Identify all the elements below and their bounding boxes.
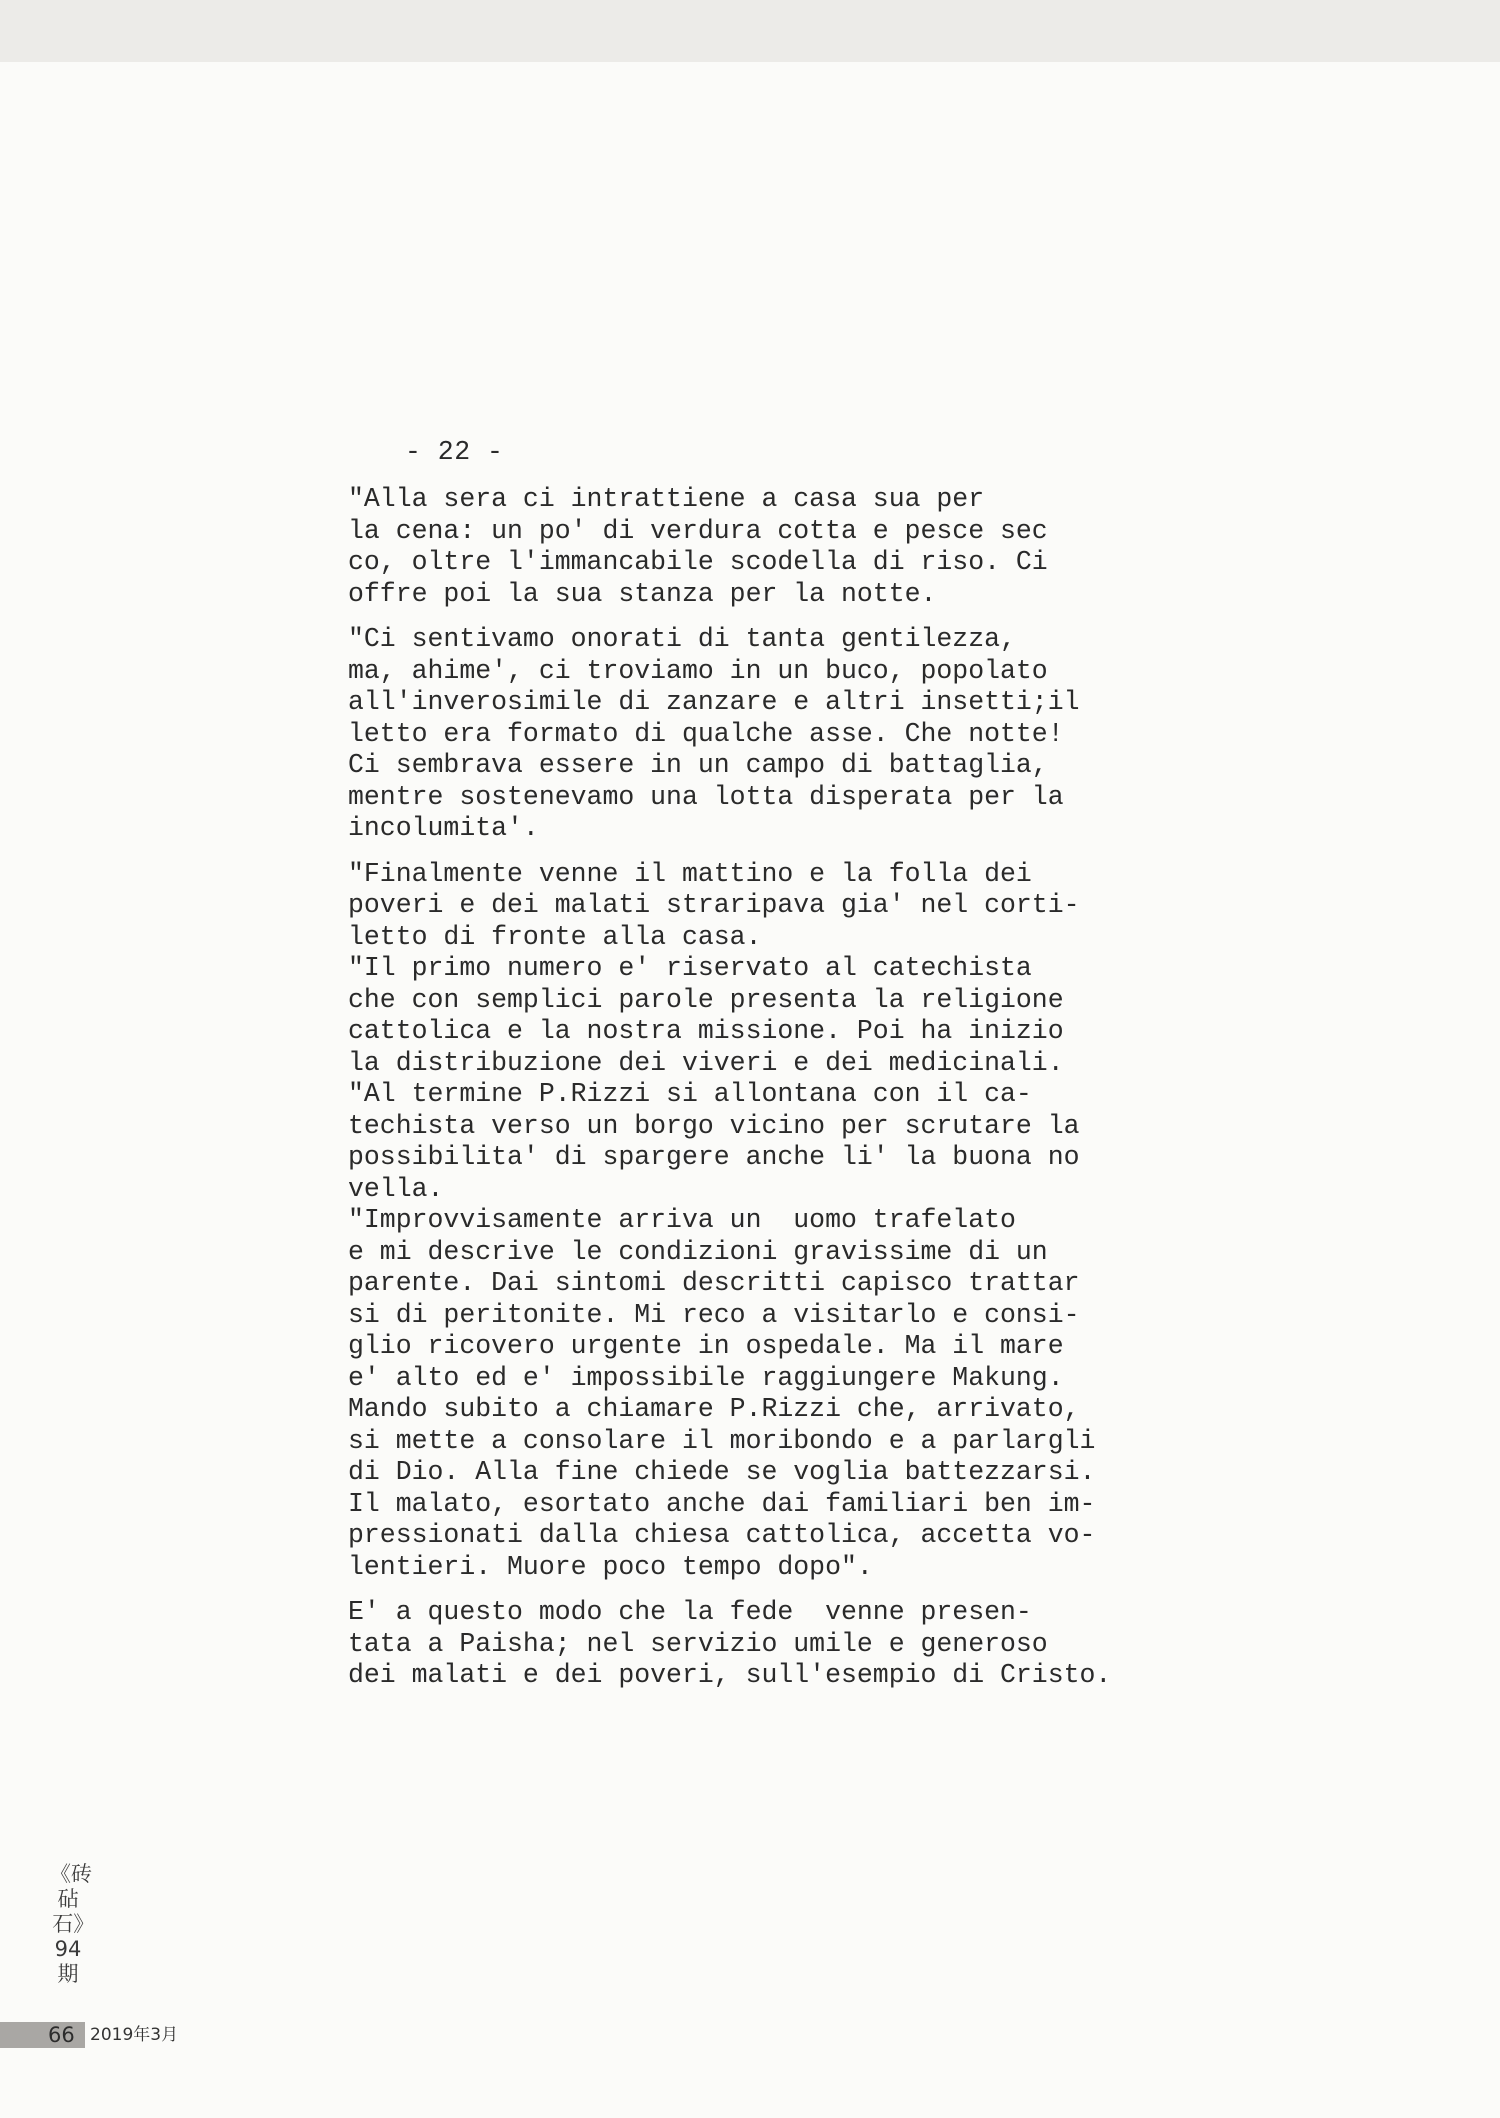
text-line: "Ci sentivamo onorati di tanta gentilezza, — [348, 624, 1016, 654]
typed-page-number: - 22 - — [405, 437, 504, 467]
text-line: "Il primo numero e' riservato al catechista — [348, 953, 1032, 983]
text-line: "Finalmente venne il mattino e la folla dei — [348, 858, 1032, 889]
text-line: vella. — [348, 1173, 444, 1204]
text-line: lentieri. Muore poco tempo dopo". — [348, 1551, 873, 1582]
footer-page-number: 66 — [48, 2023, 75, 2047]
text-line: techista verso un borgo vicino per scrutare la — [348, 1110, 1080, 1141]
paragraph-5 — [348, 1079, 1348, 1205]
paragraph-1 — [348, 484, 1348, 610]
text-line: incolumita'. — [348, 813, 539, 843]
text-line: cattolica e la nostra missione. Poi ha inizio — [348, 1016, 1064, 1046]
text-line: che con semplici parole presenta la religione — [348, 984, 1064, 1015]
text-line: mentre sostenevamo una lotta disperata per la — [348, 781, 1064, 812]
text-line: E' a questo modo che la fede venne presen- — [348, 1597, 1032, 1627]
text-line: dei malati e dei poveri, sull'esempio di Cristo. — [348, 1660, 1112, 1690]
text-line: "Al termine P.Rizzi si allontana con il ca- — [348, 1079, 1032, 1109]
text-line: Ci sembrava essere in un campo di battaglia, — [348, 750, 1048, 780]
text-line: si di peritonite. Mi reco a visitarlo e consi- — [348, 1299, 1080, 1330]
text-line: possibilita' di spargere anche li' la buona no — [348, 1142, 1080, 1172]
text-line: "Improvvisamente arriva un uomo trafelato — [348, 1205, 1016, 1235]
text-line: poveri e dei malati straripava gia' nel corti- — [348, 890, 1080, 920]
text-line: Mando subito a chiamare P.Rizzi che, arrivato, — [348, 1394, 1080, 1424]
text-line: e' alto ed e' impossibile raggiungere Makung. — [348, 1362, 1064, 1393]
paragraph-3 — [348, 859, 1348, 954]
text-line: e mi descrive le condizioni gravissime di un — [348, 1236, 1048, 1267]
text-line: letto di fronte alla casa. — [348, 921, 762, 952]
scan-top-band — [0, 0, 1500, 62]
text-line: letto era formato di qualche asse. Che notte! — [348, 718, 1064, 749]
text-line: tata a Paisha; nel servizio umile e generoso — [348, 1628, 1048, 1659]
paragraph-2 — [348, 624, 1348, 845]
typed-text-block — [348, 484, 1348, 1692]
text-line: glio ricovero urgente in ospedale. Ma il mare — [348, 1331, 1064, 1361]
text-line: si mette a consolare il moribondo e a parlargli — [348, 1425, 1096, 1456]
text-line: offre poi la sua stanza per la notte. — [348, 578, 937, 609]
text-line: di Dio. Alla fine chiede se voglia battezzarsi. — [348, 1457, 1096, 1487]
text-line: la cena: un po' di verdura cotta e pesce sec — [348, 515, 1048, 546]
paragraph-4 — [348, 953, 1348, 1079]
text-line: "Alla sera ci intrattiene a casa sua per — [348, 484, 985, 514]
text-line: parente. Dai sintomi descritti capisco trattar — [348, 1268, 1080, 1298]
paragraph-7 — [348, 1597, 1348, 1692]
footer-issue-date: 2019年3月 — [90, 2025, 179, 2045]
text-line: ma, ahime', ci troviamo in un buco, popolato — [348, 655, 1048, 686]
text-line: co, oltre l'immancabile scodella di riso. Ci — [348, 547, 1048, 577]
text-line: all'inverosimile di zanzare e altri insetti;il — [348, 687, 1080, 717]
journal-title-vertical: 《砖砧石》94期 — [50, 1862, 92, 1986]
text-line: la distribuzione dei viveri e dei medicinali. — [348, 1047, 1064, 1078]
text-line: Il malato, esortato anche dai familiari ben im- — [348, 1488, 1096, 1519]
paragraph-6 — [348, 1205, 1348, 1583]
text-line: pressionati dalla chiesa cattolica, accetta vo- — [348, 1520, 1096, 1550]
